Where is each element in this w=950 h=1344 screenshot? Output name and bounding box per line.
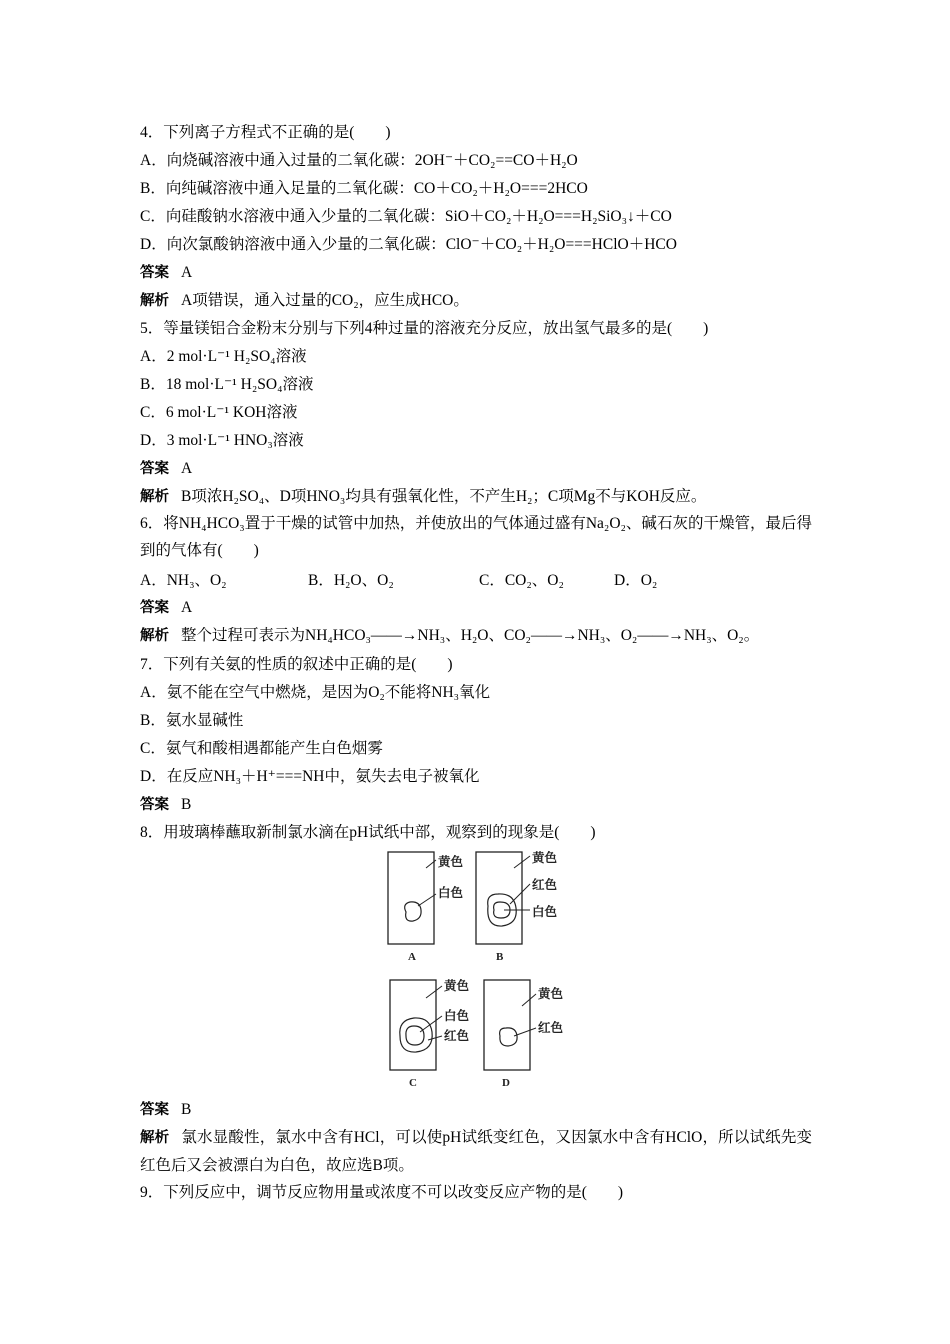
answer-value: B bbox=[181, 796, 192, 813]
figure-c-yellow: 黄色 bbox=[444, 978, 470, 993]
ph-paper-figure bbox=[380, 846, 580, 1096]
figure-c-red: 红色 bbox=[444, 1028, 470, 1043]
answer-label: 答案 bbox=[140, 461, 169, 477]
figure-c-white: 白色 bbox=[444, 1008, 470, 1023]
figure-d-caption: D bbox=[502, 1077, 510, 1089]
figure-a-caption: A bbox=[408, 951, 416, 963]
q6-analysis bbox=[140, 626, 759, 646]
q5-stem: 5．等量镁铝合金粉末分别与下列4种过量的溶液充分反应，放出氢气最多的是( ) bbox=[140, 320, 709, 337]
q6-option-a: A．NH₃、O₂ bbox=[140, 572, 227, 589]
analysis-label: 解析 bbox=[140, 628, 169, 644]
figure-c bbox=[390, 978, 470, 1089]
figure-d bbox=[484, 980, 564, 1089]
answer-label: 答案 bbox=[140, 265, 169, 281]
q8-answer bbox=[140, 1100, 191, 1120]
q7-stem: 7．下列有关氨的性质的叙述中正确的是( ) bbox=[140, 656, 453, 673]
q4-option-c: C．向硅酸钠水溶液中通入少量的二氧化碳：SiO＋CO₂＋H₂O===H₂SiO₃↓＋CO bbox=[140, 208, 672, 225]
q4-stem: 4．下列离子方程式不正确的是( ) bbox=[140, 124, 391, 141]
figure-b-caption: B bbox=[496, 951, 504, 963]
figure-a bbox=[388, 852, 464, 963]
q5-answer bbox=[140, 459, 192, 479]
figure-b-yellow: 黄色 bbox=[532, 850, 558, 865]
figure-b-white: 白色 bbox=[532, 904, 558, 919]
q8-stem: 8．用玻璃棒蘸取新制氯水滴在pH试纸中部，观察到的现象是( ) bbox=[140, 824, 596, 841]
figure-a-white: 白色 bbox=[438, 885, 464, 900]
figure-b-red: 红色 bbox=[532, 877, 558, 892]
figure-c-caption: C bbox=[409, 1077, 417, 1089]
analysis-label: 解析 bbox=[140, 293, 169, 309]
q5-option-d: D．3 mol·L⁻¹ HNO₃溶液 bbox=[140, 432, 304, 449]
figure-b bbox=[476, 850, 558, 963]
analysis-text: 整个过程可表示为NH₄HCO₃——→NH₃、H₂O、CO₂——→NH₃、O₂——→NH₃、O₂。 bbox=[181, 627, 760, 644]
q7-option-a: A．氨不能在空气中燃烧，是因为O₂不能将NH₃氧化 bbox=[140, 684, 491, 701]
q5-analysis bbox=[140, 487, 706, 507]
answer-value: B bbox=[181, 1101, 192, 1118]
answer-value: A bbox=[181, 460, 193, 477]
analysis-label: 解析 bbox=[140, 1130, 170, 1146]
figure-d-yellow: 黄色 bbox=[538, 986, 564, 1001]
answer-label: 答案 bbox=[140, 1102, 169, 1118]
answer-label: 答案 bbox=[140, 797, 169, 813]
q5-option-a: A．2 mol·L⁻¹ H₂SO₄溶液 bbox=[140, 348, 307, 365]
q9-stem: 9．下列反应中，调节反应物用量或浓度不可以改变反应产物的是( ) bbox=[140, 1184, 624, 1201]
q4-option-b: B．向纯碱溶液中通入足量的二氧化碳：CO＋CO₂＋H₂O===2HCO bbox=[140, 180, 588, 197]
figure-d-red: 红色 bbox=[538, 1020, 564, 1035]
answer-value: A bbox=[181, 599, 193, 616]
q8-analysis bbox=[140, 1124, 812, 1179]
q6-option-d: D．O₂ bbox=[614, 572, 658, 589]
answer-label: 答案 bbox=[140, 600, 169, 616]
analysis-text: A项错误，通入过量的CO₂，应生成HCO。 bbox=[181, 292, 469, 309]
q4-option-a: A．向烧碱溶液中通入过量的二氧化碳：2OH⁻＋CO₂==CO＋H₂O bbox=[140, 152, 578, 169]
q4-answer bbox=[140, 263, 192, 283]
q6-answer bbox=[140, 598, 192, 618]
analysis-text: 氯水显酸性，氯水中含有HCl，可以使pH试纸变红色，又因氯水中含有HClO，所以试纸先变红色后又会被漂白为白色，故应选B项。 bbox=[140, 1129, 812, 1174]
q6-option-c: C．CO₂、O₂ bbox=[479, 572, 564, 589]
q7-answer bbox=[140, 795, 191, 815]
q4-analysis bbox=[140, 291, 469, 311]
q5-option-c: C．6 mol·L⁻¹ KOH溶液 bbox=[140, 404, 298, 421]
analysis-text: B项浓H₂SO₄、D项HNO₃均具有强氧化性，不产生H₂；C项Mg不与KOH反应。 bbox=[181, 488, 707, 505]
answer-value: A bbox=[181, 264, 193, 281]
q6-option-b: B．H₂O、O₂ bbox=[308, 572, 394, 589]
q7-option-c: C．氨气和酸相遇都能产生白色烟雾 bbox=[140, 740, 383, 757]
q7-option-b: B．氨水显碱性 bbox=[140, 712, 244, 729]
analysis-label: 解析 bbox=[140, 489, 169, 505]
q4-option-d: D．向次氯酸钠溶液中通入少量的二氧化碳：ClO⁻＋CO₂＋H₂O===HClO＋HCO bbox=[140, 236, 677, 253]
q5-option-b: B．18 mol·L⁻¹ H₂SO₄溶液 bbox=[140, 376, 314, 393]
q6-stem: 6．将NH₄HCO₃置于干燥的试管中加热，并使放出的气体通过盛有Na₂O₂、碱石灰的干燥管，最后得到的气体有( ) bbox=[140, 515, 812, 559]
figure-a-yellow: 黄色 bbox=[438, 854, 464, 869]
q7-option-d: D．在反应NH₃＋H⁺===NH中，氨失去电子被氧化 bbox=[140, 768, 480, 785]
